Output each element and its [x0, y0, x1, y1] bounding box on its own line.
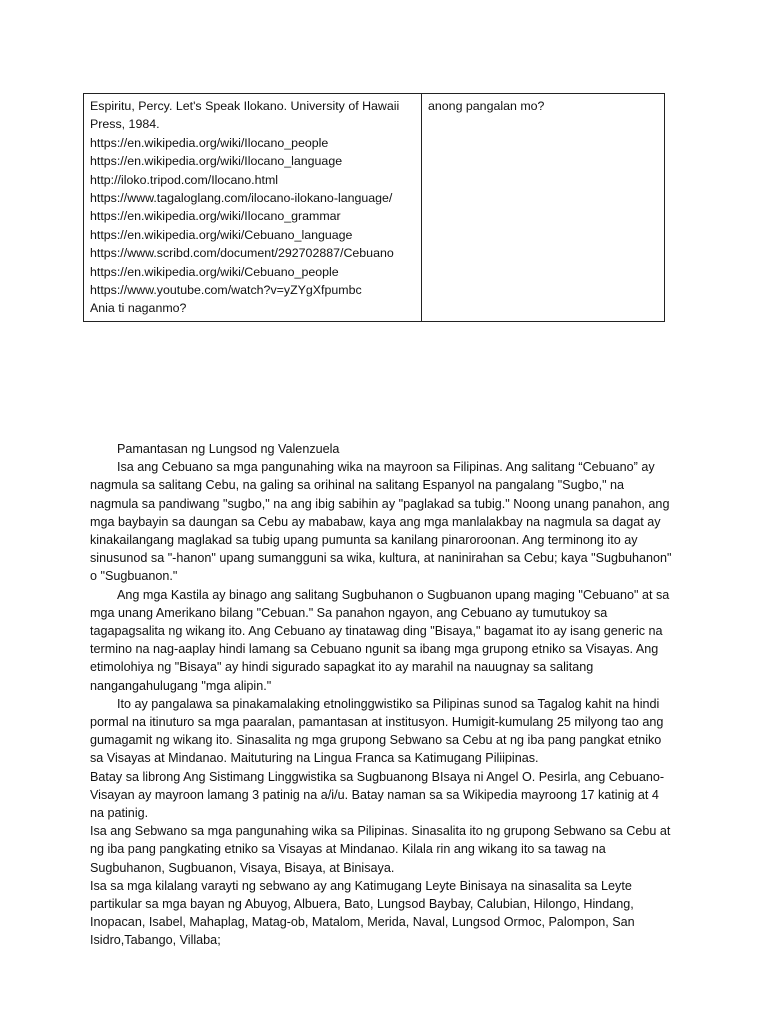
table-row: [84, 94, 665, 322]
reference-table: [83, 93, 665, 322]
reference-link[interactable]: https://en.wikipedia.org/wiki/Ilocano_grammar: [90, 209, 341, 224]
paragraph-cebuano-origin: Isa ang Cebuano sa mga pangunahing wika na mayroon sa Filipinas. Ang salitang “Cebuano” ay nagmula sa salitang Cebu, na galing sa orihinal na salitang Espanyol na pangalang "Sugbo," na nagmula sa pandiwang "sugbo," na ang ibig sabihin ay "paglakad sa tubig." Noong unang panahon, ang mga baybayin sa daungan sa Cebu ay mababaw, kaya ang mga manlalakbay na nagmula sa dagat ay kinakailangang maglakad sa tubig upang pumunta sa kanilang pinaroroonan. Ang terminong ito ay sinusunod sa "-hanon" upang sumangguni sa wika, kultura, at naninirahan sa Cebu; kaya "Sugbuhanon" o "Sugbuanon.": [90, 460, 672, 584]
document-body: [90, 440, 675, 950]
paragraph-kastila: Ang mga Kastila ay binago ang salitang Sugbuhanon o Sugbuanon upang maging "Cebuano" at sa mga unang Amerikano bilang "Cebuan." Sa panahon ngayon, ang Cebuano ay tumutukoy sa tagapagsalita ng wikang ito. Ang Cebuano ay tinatawag ding "Bisaya," bagamat ito ay isang generic na termino na nag-aaplay hindi lamang sa Cebuano ngunit sa ibang mga grupong etniko sa Visayas. Ang etimolohiya ng "Bisaya" ay hindi sigurado sapagkat ito ay marahil na nauugnay sa salitang nangangahulugang "mga alipin.": [90, 587, 670, 693]
reference-link[interactable]: https://en.wikipedia.org/wiki/Cebuano_people: [90, 264, 339, 279]
document-heading: Pamantasan ng Lungsod ng Valenzuela: [117, 442, 340, 456]
paragraph-sistimang-linggwistika: Batay sa librong Ang Sistimang Linggwistika sa Sugbuanong BIsaya ni Angel O. Pesirla, ang Cebuano-Visayan ay mayroon lamang 3 patinig na a/i/u. Batay naman sa sa Wikipedia mayroong 17 katinig at 4 na patinig.: [90, 769, 665, 821]
reference-link[interactable]: https://en.wikipedia.org/wiki/Cebuano_language: [90, 227, 353, 242]
ilocano-question: Ania ti naganmo?: [90, 301, 187, 316]
reference-citation: Espiritu, Percy. Let's Speak Ilokano. University of Hawaii Press, 1984.: [90, 99, 400, 132]
paragraph-etnolinggwistiko: Ito ay pangalawa sa pinakamalaking etnolinggwistiko sa Pilipinas sunod sa Tagalog kahit na hindi pormal na itinuturo sa mga paaralan, pamantasan at institusyon. Humigit-kumulang 25 milyong tao ang gumagamit ng wikang ito. Sinasalita ng mga grupong Sebwano sa Cebu at ng iba pang pangkat etniko sa Visayas at Mindanao. Maituturing na Lingua Franca sa Katimugang Piliipinas.: [90, 696, 664, 766]
paragraph-sebwano: Isa ang Sebwano sa mga pangunahing wika sa Pilipinas. Sinasalita ito ng grupong Sebwano sa Cebu at ng iba pang pangkating etniko sa Visayas at Mindanao. Kilala rin ang wikang ito sa tawag na Sugbuhanon, Sugbuanon, Visaya, Bisaya, at Binisaya.: [90, 824, 671, 875]
tagalog-question: anong pangalan mo?: [428, 99, 545, 113]
reference-link[interactable]: http://iloko.tripod.com/Ilocano.html: [90, 172, 279, 187]
references-cell: [84, 94, 422, 322]
reference-link[interactable]: https://www.tagaloglang.com/ilocano-ilokano-language/: [90, 191, 393, 206]
reference-link[interactable]: https://en.wikipedia.org/wiki/Ilocano_language: [90, 154, 343, 169]
reference-link[interactable]: https://en.wikipedia.org/wiki/Ilocano_people: [90, 135, 329, 150]
paragraph-leyte-varayti: Isa sa mga kilalang varayti ng sebwano ay ang Katimugang Leyte Binisaya na sinasalita sa Leyte partikular sa mga bayan ng Abuyog, Albuera, Bato, Lungsod Baybay, Calubian, Hilongo, Hindang, Inopacan, Isabel, Mahaplag, Matag-ob, Matalom, Merida, Naval, Lungsod Ormoc, Palompon, San Isidro,Tabango, Villaba;: [90, 878, 635, 948]
translation-cell: [422, 94, 665, 322]
reference-link[interactable]: https://www.youtube.com/watch?v=yZYgXfpumbc: [90, 283, 362, 298]
reference-link[interactable]: https://www.scribd.com/document/292702887/Cebuano: [90, 246, 394, 261]
